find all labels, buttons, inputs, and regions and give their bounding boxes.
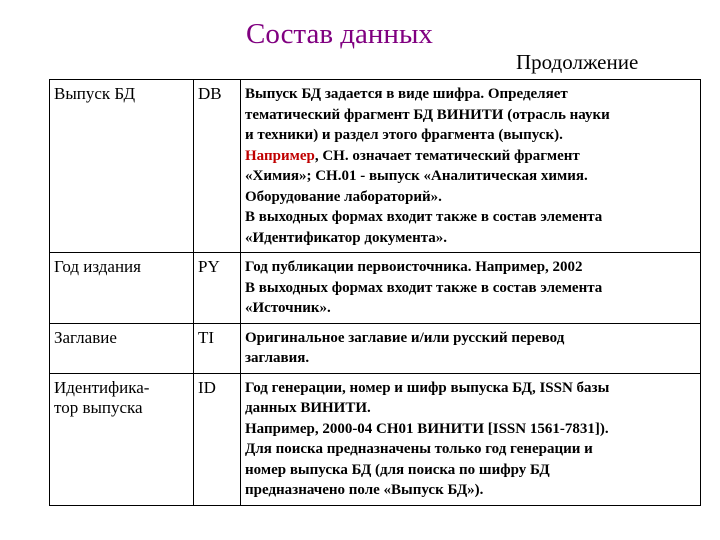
description-line: Оригинальное заглавие и/или русский перевод [245,329,565,346]
field-description [241,373,701,505]
description-line-rest: , СН. означает тематический фрагмент [314,147,580,164]
description-line: В выходных формах входит также в состав элемента [245,279,603,296]
field-name: Заглавие [50,323,194,373]
field-code: DB [194,80,241,253]
field-code: PY [194,253,241,324]
description-line: заглавия. [245,350,310,366]
description-line: «Идентификатор документа». [245,229,448,246]
description-line: номер выпуска БД (для поиска по шифру БД [245,461,550,478]
description-line: тематический фрагмент БД ВИНИТИ (отрасль науки [245,106,610,123]
table-row [50,253,701,324]
page-title: Состав данных [246,18,433,50]
description-line: предназначено поле «Выпуск БД»). [245,482,484,498]
field-name: Выпуск БД [50,80,194,253]
description-line: «Химия»; СН.01 - выпуск «Аналитическая химия. [245,168,588,184]
highlighted-word: Например [245,147,315,164]
description-line: Год генерации, номер и шифр выпуска БД, ISSN базы [245,379,610,396]
field-name-line: Идентифика- [54,377,150,397]
field-description [241,323,701,373]
field-name: Год издания [50,253,194,324]
table-row [50,373,701,505]
description-line: и техники) и раздел этого фрагмента (выпуск). [245,127,563,143]
field-code: TI [194,323,241,373]
description-line: Год публикации первоисточника. Например, 2002 [245,259,583,275]
description-line [245,146,696,167]
field-description [241,80,701,253]
page-subtitle: Продолжение [516,50,639,74]
field-name [50,373,194,505]
field-code: ID [194,373,241,505]
description-line: В выходных формах входит также в состав элемента [245,209,603,225]
data-fields-table [49,79,701,506]
description-line: Оборудование лабораторий». [245,188,442,205]
description-line: «Источник». [245,300,331,316]
description-line: Выпуск БД задается в виде шифра. Определяет [245,86,568,102]
description-line: данных ВИНИТИ. [245,400,371,416]
description-line: Например, 2000-04 СН01 ВИНИТИ [ISSN 1561-7831]). [245,420,609,437]
field-name-line: тор выпуска [54,397,143,417]
table-row [50,80,701,253]
table-row [50,323,701,373]
field-description [241,253,701,324]
description-line: Для поиска предназначены только год генерации и [245,441,593,457]
table-body [50,80,701,506]
